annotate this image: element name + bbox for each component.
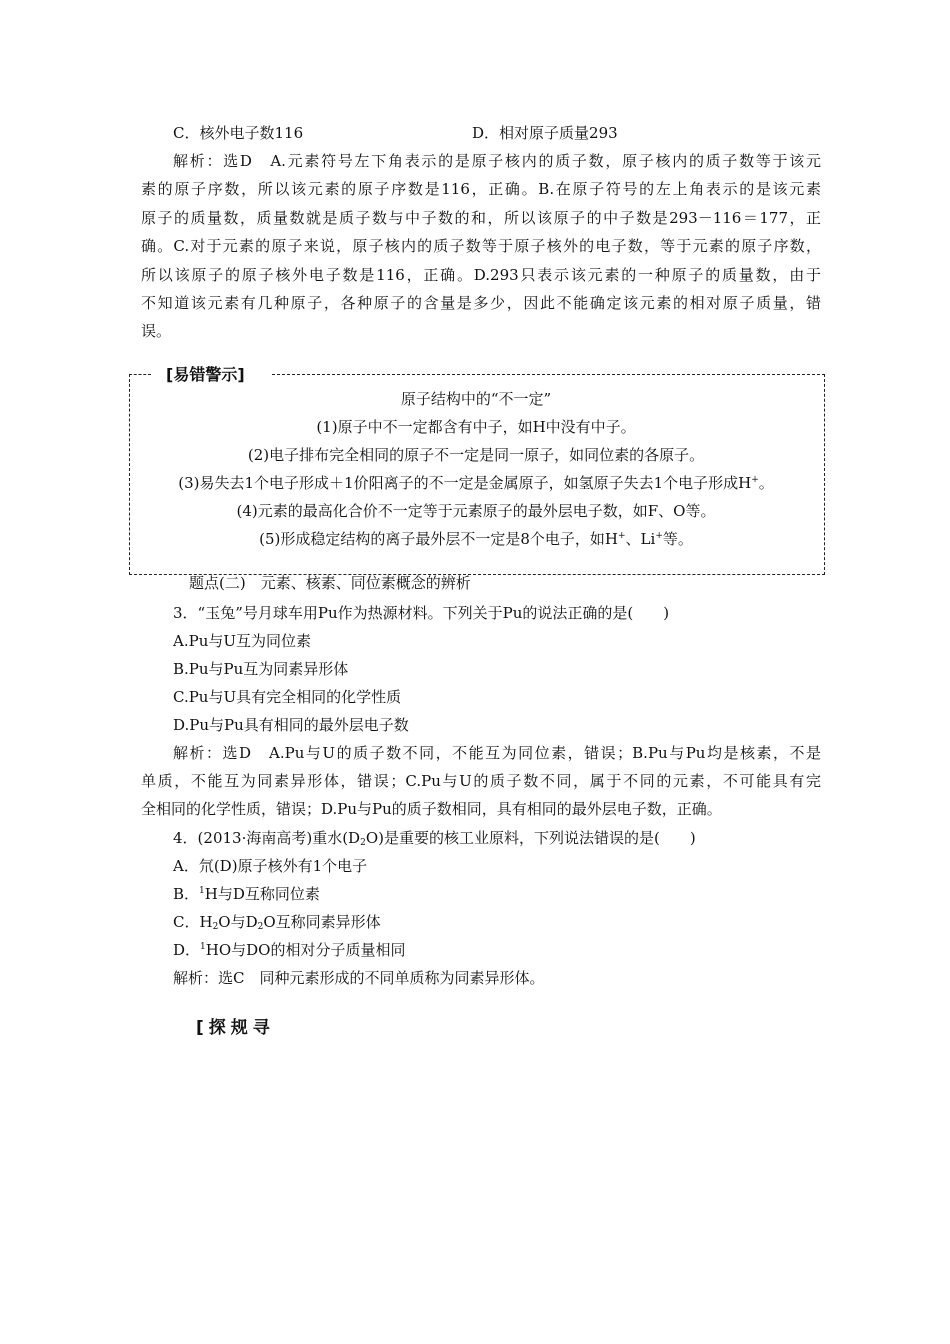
warning-item-2: (2)电子排布完全相同的原子不一定是同一原子，如同位素的各原子。	[247, 446, 705, 464]
q4-stem-part-b: O)是重要的核工业原料，下列说法错误的是( )	[365, 829, 696, 847]
option-c-top: C．核外电子数116	[173, 124, 304, 142]
warning-item-5-plus-2: +	[655, 531, 663, 541]
warning-item-3-text: (3)易失去1个电子形成＋1价阳离子的不一定是金属原子，如氢原子失去1个电子形成H	[178, 474, 752, 492]
q3-analysis-line-3: 全相同的化学性质，错误；D.Pu与Pu的质子数相同，具有相同的最外层电子数，正确。	[141, 800, 722, 818]
q4-option-d-text: HO与DO的相对分子质量相同	[205, 941, 406, 959]
option-d-top: D．相对原子质量293	[472, 124, 618, 142]
warning-top-border-right	[272, 374, 825, 375]
analysis1-line-2: 素的原子序数，所以该元素的原子序数是116，正确。B.在原子符号的左上角表示的是该元素	[141, 180, 821, 198]
q4-option-c-sub-2: 2	[257, 922, 264, 932]
warning-item-4: (4)元素的最高化合价不一定等于元素原子的最外层电子数，如F、O等。	[236, 502, 716, 520]
q4-stem-part-a: 4．(2013·海南高考)重水(D	[173, 829, 361, 847]
warning-item-5-text: (5)形成稳定结构的离子最外层不一定是8个电子，如H	[259, 530, 618, 548]
q4-option-d-sup: 1	[200, 942, 206, 952]
q3-option-d: D.Pu与Pu具有相同的最外层电子数	[173, 716, 409, 734]
warning-item-5-mid: 、Li	[625, 530, 656, 548]
q4-option-a: A．氘(D)原子核外有1个电子	[173, 857, 368, 875]
analysis1-line-4: 确。C.对于元素的原子来说，原子核内的质子数等于原子核外的电子数，等于元素的原子序数，	[141, 237, 821, 255]
q4-option-c-part-2: O与D	[218, 913, 258, 931]
analysis1-line-3: 原子的质量数，质量数就是质子数与中子数的和，所以该原子的中子数是293－116＝177，正	[141, 209, 821, 227]
q4-option-c-part-1: C．H	[173, 913, 213, 931]
q4-option-b-text: H与D互称同位素	[204, 885, 320, 903]
analysis1-line-5: 所以该原子的原子核外电子数是116，正确。D.293只表示该元素的一种原子的质量数，由于	[141, 266, 821, 284]
warning-title: [易错警示]	[160, 365, 251, 385]
q3-analysis-line-2: 单质，不能互为同素异形体，错误；C.Pu与U的质子数不同，属于不同的元素，不可能具有完	[141, 772, 821, 790]
q4-option-d	[173, 940, 405, 960]
q4-option-d-label: D．	[173, 941, 201, 959]
q4-analysis: 解析：选C 同种元素形成的不同单质称为同素异形体。	[173, 969, 545, 987]
q3-option-b: B.Pu与Pu互为同素异形体	[173, 660, 349, 678]
section-heading: [探规寻	[196, 1018, 275, 1038]
warning-item-5	[131, 529, 821, 549]
q3-option-a: A.Pu与U互为同位素	[173, 632, 311, 650]
analysis1-line-1: 解析：选D A.元素符号左下角表示的是原子核内的质子数，原子核内的质子数等于该元	[173, 152, 821, 170]
q4-option-c-part-3: O互称同素异形体	[263, 913, 381, 931]
warning-top-border-left	[129, 374, 151, 375]
warning-item-3-plus: +	[751, 475, 759, 485]
q3-analysis-line-1: 解析：选D A.Pu与U的质子数不同，不能互为同位素，错误；B.Pu与Pu均是核素，不是	[173, 744, 821, 762]
q4-option-c-sub-1: 2	[212, 922, 219, 932]
warning-item-5-plus-1: +	[618, 531, 626, 541]
topic-heading: 题点(二) 元素、核素、同位素概念的辨析	[189, 574, 471, 592]
q4-stem	[173, 828, 696, 848]
warning-item-3	[131, 473, 821, 493]
q4-option-b	[173, 884, 320, 904]
warning-item-1: (1)原子中不一定都含有中子，如H中没有中子。	[316, 418, 636, 436]
warning-heading: 原子结构中的“不一定”	[400, 390, 552, 408]
q4-option-b-label: B．	[173, 885, 200, 903]
q3-option-c: C.Pu与U具有完全相同的化学性质	[173, 688, 402, 706]
q4-option-c	[173, 912, 381, 932]
q4-option-b-sup: 1	[199, 886, 205, 896]
analysis1-line-7: 误。	[141, 322, 172, 340]
warning-item-3-tail: 。	[758, 474, 774, 492]
q4-stem-subscript: 2	[360, 838, 366, 848]
q3-stem: 3．“玉兔”号月球车用Pu作为热源材料。下列关于Pu的说法正确的是( )	[173, 604, 670, 622]
analysis1-line-6: 不知道该元素有几种原子，各种原子的含量是多少，因此不能确定该元素的相对原子质量，错	[141, 294, 821, 312]
warning-item-5-tail: 等。	[662, 530, 693, 548]
